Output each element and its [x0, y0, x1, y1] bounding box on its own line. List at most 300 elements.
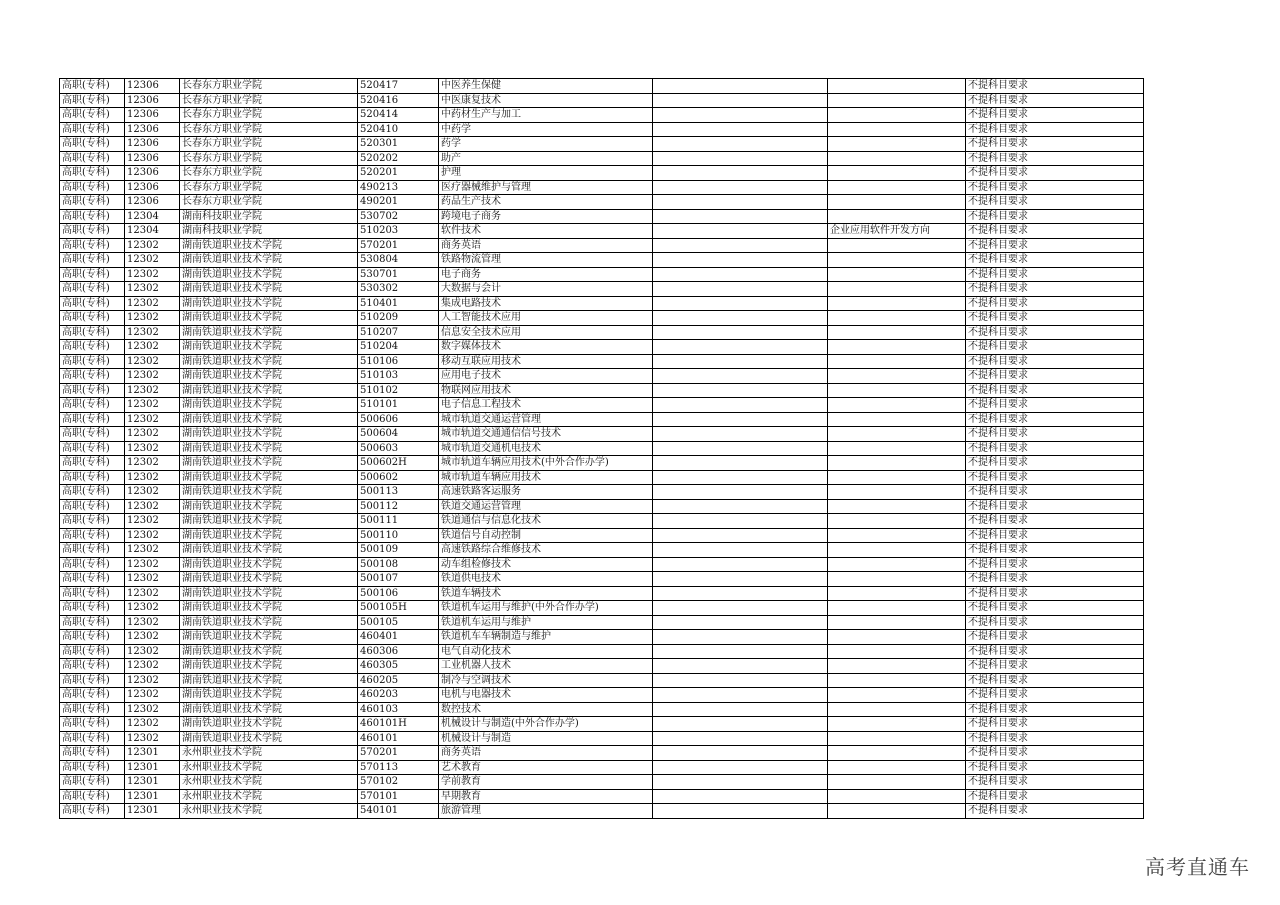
table-row: [60, 514, 1144, 529]
level-cell: 高职(专科): [60, 775, 125, 790]
level-cell: 高职(专科): [60, 195, 125, 210]
level-cell: 高职(专科): [60, 572, 125, 587]
major-name-cell: 数控技术: [439, 702, 653, 717]
major-name-cell: 商务英语: [439, 238, 653, 253]
note-cell: [653, 383, 828, 398]
major-code-cell: 520410: [358, 122, 439, 137]
requirement-cell: 不提科目要求: [966, 572, 1144, 587]
direction-cell: [828, 151, 966, 166]
major-name-cell: 电子商务: [439, 267, 653, 282]
direction-cell: [828, 122, 966, 137]
level-cell: 高职(专科): [60, 470, 125, 485]
school-code-cell: 12302: [125, 731, 180, 746]
school-name-cell: 湖南铁道职业技术学院: [180, 601, 358, 616]
major-name-cell: 医疗器械维护与管理: [439, 180, 653, 195]
note-cell: [653, 311, 828, 326]
direction-cell: [828, 789, 966, 804]
table-row: [60, 93, 1144, 108]
major-code-cell: 500107: [358, 572, 439, 587]
major-code-cell: 500603: [358, 441, 439, 456]
level-cell: 高职(专科): [60, 514, 125, 529]
requirement-cell: 不提科目要求: [966, 180, 1144, 195]
level-cell: 高职(专科): [60, 644, 125, 659]
table-row: [60, 688, 1144, 703]
major-name-cell: 城市轨道交通运营管理: [439, 412, 653, 427]
table-row: [60, 470, 1144, 485]
note-cell: [653, 151, 828, 166]
direction-cell: [828, 267, 966, 282]
major-code-cell: 520301: [358, 137, 439, 152]
level-cell: 高职(专科): [60, 79, 125, 94]
requirement-cell: 不提科目要求: [966, 456, 1144, 471]
major-code-cell: 570201: [358, 746, 439, 761]
major-name-cell: 药学: [439, 137, 653, 152]
major-name-cell: 艺术教育: [439, 760, 653, 775]
school-name-cell: 永州职业技术学院: [180, 775, 358, 790]
table-body: [60, 79, 1144, 819]
school-code-cell: 12302: [125, 514, 180, 529]
requirement-cell: 不提科目要求: [966, 789, 1144, 804]
level-cell: 高职(专科): [60, 485, 125, 500]
note-cell: [653, 224, 828, 239]
school-code-cell: 12302: [125, 702, 180, 717]
table-row: [60, 659, 1144, 674]
major-name-cell: 早期教育: [439, 789, 653, 804]
requirement-cell: 不提科目要求: [966, 615, 1144, 630]
major-code-cell: 570102: [358, 775, 439, 790]
major-name-cell: 大数据与会计: [439, 282, 653, 297]
direction-cell: [828, 166, 966, 181]
school-name-cell: 湖南铁道职业技术学院: [180, 731, 358, 746]
table-row: [60, 122, 1144, 137]
school-name-cell: 湖南铁道职业技术学院: [180, 470, 358, 485]
school-name-cell: 湖南铁道职业技术学院: [180, 543, 358, 558]
school-name-cell: 永州职业技术学院: [180, 760, 358, 775]
direction-cell: [828, 557, 966, 572]
note-cell: [653, 514, 828, 529]
school-code-cell: 12301: [125, 760, 180, 775]
school-name-cell: 湖南铁道职业技术学院: [180, 702, 358, 717]
requirement-cell: 不提科目要求: [966, 746, 1144, 761]
level-cell: 高职(专科): [60, 557, 125, 572]
requirement-cell: 不提科目要求: [966, 340, 1144, 355]
requirement-cell: 不提科目要求: [966, 253, 1144, 268]
school-code-cell: 12306: [125, 180, 180, 195]
note-cell: [653, 398, 828, 413]
table-row: [60, 731, 1144, 746]
school-code-cell: 12301: [125, 789, 180, 804]
requirement-cell: 不提科目要求: [966, 412, 1144, 427]
major-code-cell: 500105: [358, 615, 439, 630]
major-name-cell: 电子信息工程技术: [439, 398, 653, 413]
major-code-cell: 520202: [358, 151, 439, 166]
school-code-cell: 12302: [125, 470, 180, 485]
school-name-cell: 湖南铁道职业技术学院: [180, 325, 358, 340]
note-cell: [653, 659, 828, 674]
major-name-cell: 中医养生保健: [439, 79, 653, 94]
school-code-cell: 12302: [125, 557, 180, 572]
direction-cell: [828, 746, 966, 761]
direction-cell: [828, 195, 966, 210]
table-row: [60, 572, 1144, 587]
direction-cell: [828, 630, 966, 645]
major-name-cell: 工业机器人技术: [439, 659, 653, 674]
major-code-cell: 510207: [358, 325, 439, 340]
school-name-cell: 湖南铁道职业技术学院: [180, 514, 358, 529]
direction-cell: [828, 209, 966, 224]
major-name-cell: 护理: [439, 166, 653, 181]
requirement-cell: 不提科目要求: [966, 586, 1144, 601]
table-row: [60, 282, 1144, 297]
school-code-cell: 12304: [125, 209, 180, 224]
note-cell: [653, 427, 828, 442]
table-row: [60, 789, 1144, 804]
level-cell: 高职(专科): [60, 804, 125, 819]
note-cell: [653, 543, 828, 558]
table-row: [60, 369, 1144, 384]
school-name-cell: 湖南科技职业学院: [180, 224, 358, 239]
school-code-cell: 12302: [125, 630, 180, 645]
major-code-cell: 530702: [358, 209, 439, 224]
major-code-cell: 530701: [358, 267, 439, 282]
note-cell: [653, 412, 828, 427]
major-name-cell: 城市轨道车辆应用技术(中外合作办学): [439, 456, 653, 471]
direction-cell: [828, 311, 966, 326]
note-cell: [653, 166, 828, 181]
table-row: [60, 601, 1144, 616]
requirement-cell: 不提科目要求: [966, 427, 1144, 442]
major-code-cell: 460205: [358, 673, 439, 688]
school-code-cell: 12302: [125, 383, 180, 398]
major-code-cell: 460306: [358, 644, 439, 659]
major-code-cell: 500602H: [358, 456, 439, 471]
major-name-cell: 动车组检修技术: [439, 557, 653, 572]
school-code-cell: 12306: [125, 151, 180, 166]
school-name-cell: 湖南铁道职业技术学院: [180, 717, 358, 732]
level-cell: 高职(专科): [60, 528, 125, 543]
direction-cell: 企业应用软件开发方向: [828, 224, 966, 239]
major-code-cell: 500604: [358, 427, 439, 442]
direction-cell: [828, 659, 966, 674]
school-code-cell: 12302: [125, 340, 180, 355]
requirement-cell: 不提科目要求: [966, 79, 1144, 94]
direction-cell: [828, 253, 966, 268]
major-name-cell: 学前教育: [439, 775, 653, 790]
requirement-cell: 不提科目要求: [966, 601, 1144, 616]
level-cell: 高职(专科): [60, 601, 125, 616]
major-code-cell: 460401: [358, 630, 439, 645]
major-code-cell: 510103: [358, 369, 439, 384]
major-name-cell: 机械设计与制造: [439, 731, 653, 746]
table-row: [60, 746, 1144, 761]
note-cell: [653, 354, 828, 369]
school-code-cell: 12306: [125, 137, 180, 152]
requirement-cell: 不提科目要求: [966, 644, 1144, 659]
major-code-cell: 500110: [358, 528, 439, 543]
school-code-cell: 12302: [125, 543, 180, 558]
school-name-cell: 湖南铁道职业技术学院: [180, 673, 358, 688]
direction-cell: [828, 499, 966, 514]
major-code-cell: 490213: [358, 180, 439, 195]
requirement-cell: 不提科目要求: [966, 775, 1144, 790]
note-cell: [653, 325, 828, 340]
note-cell: [653, 557, 828, 572]
major-name-cell: 城市轨道交通通信信号技术: [439, 427, 653, 442]
direction-cell: [828, 427, 966, 442]
requirement-cell: 不提科目要求: [966, 717, 1144, 732]
level-cell: 高职(专科): [60, 688, 125, 703]
major-code-cell: 500105H: [358, 601, 439, 616]
major-name-cell: 高速铁路客运服务: [439, 485, 653, 500]
school-code-cell: 12302: [125, 296, 180, 311]
direction-cell: [828, 586, 966, 601]
table-row: [60, 615, 1144, 630]
major-name-cell: 电气自动化技术: [439, 644, 653, 659]
major-code-cell: 510209: [358, 311, 439, 326]
direction-cell: [828, 673, 966, 688]
school-name-cell: 湖南铁道职业技术学院: [180, 688, 358, 703]
major-code-cell: 500602: [358, 470, 439, 485]
table-row: [60, 412, 1144, 427]
major-name-cell: 机械设计与制造(中外合作办学): [439, 717, 653, 732]
school-name-cell: 湖南铁道职业技术学院: [180, 485, 358, 500]
direction-cell: [828, 282, 966, 297]
level-cell: 高职(专科): [60, 296, 125, 311]
table-row: [60, 108, 1144, 123]
requirement-cell: 不提科目要求: [966, 122, 1144, 137]
direction-cell: [828, 238, 966, 253]
direction-cell: [828, 528, 966, 543]
table-row: [60, 79, 1144, 94]
note-cell: [653, 267, 828, 282]
table-row: [60, 195, 1144, 210]
note-cell: [653, 601, 828, 616]
direction-cell: [828, 760, 966, 775]
table-row: [60, 528, 1144, 543]
note-cell: [653, 441, 828, 456]
level-cell: 高职(专科): [60, 543, 125, 558]
direction-cell: [828, 702, 966, 717]
school-name-cell: 长春东方职业学院: [180, 122, 358, 137]
school-code-cell: 12306: [125, 166, 180, 181]
direction-cell: [828, 383, 966, 398]
school-name-cell: 湖南铁道职业技术学院: [180, 412, 358, 427]
requirement-cell: 不提科目要求: [966, 311, 1144, 326]
major-code-cell: 530302: [358, 282, 439, 297]
table-row: [60, 702, 1144, 717]
direction-cell: [828, 644, 966, 659]
table-row: [60, 775, 1144, 790]
major-name-cell: 城市轨道车辆应用技术: [439, 470, 653, 485]
school-name-cell: 湖南铁道职业技术学院: [180, 615, 358, 630]
direction-cell: [828, 412, 966, 427]
school-code-cell: 12302: [125, 311, 180, 326]
school-name-cell: 永州职业技术学院: [180, 804, 358, 819]
major-code-cell: 510101: [358, 398, 439, 413]
requirement-cell: 不提科目要求: [966, 151, 1144, 166]
table-row: [60, 456, 1144, 471]
direction-cell: [828, 470, 966, 485]
level-cell: 高职(专科): [60, 238, 125, 253]
table-row: [60, 485, 1144, 500]
requirement-cell: 不提科目要求: [966, 760, 1144, 775]
requirement-cell: 不提科目要求: [966, 238, 1144, 253]
level-cell: 高职(专科): [60, 456, 125, 471]
note-cell: [653, 122, 828, 137]
requirement-cell: 不提科目要求: [966, 369, 1144, 384]
school-code-cell: 12302: [125, 644, 180, 659]
major-name-cell: 铁道机车运用与维护(中外合作办学): [439, 601, 653, 616]
table-row: [60, 644, 1144, 659]
requirement-cell: 不提科目要求: [966, 470, 1144, 485]
school-code-cell: 12302: [125, 601, 180, 616]
direction-cell: [828, 688, 966, 703]
major-name-cell: 制冷与空调技术: [439, 673, 653, 688]
level-cell: 高职(专科): [60, 630, 125, 645]
major-name-cell: 信息安全技术应用: [439, 325, 653, 340]
major-name-cell: 中医康复技术: [439, 93, 653, 108]
level-cell: 高职(专科): [60, 166, 125, 181]
requirement-cell: 不提科目要求: [966, 282, 1144, 297]
direction-cell: [828, 296, 966, 311]
school-name-cell: 湖南铁道职业技术学院: [180, 557, 358, 572]
direction-cell: [828, 731, 966, 746]
school-code-cell: 12302: [125, 586, 180, 601]
school-name-cell: 长春东方职业学院: [180, 93, 358, 108]
note-cell: [653, 746, 828, 761]
table-row: [60, 267, 1144, 282]
watermark-text: 高考直通车: [1145, 855, 1250, 879]
table-row: [60, 398, 1144, 413]
table-row: [60, 804, 1144, 819]
direction-cell: [828, 441, 966, 456]
level-cell: 高职(专科): [60, 369, 125, 384]
major-code-cell: 520414: [358, 108, 439, 123]
direction-cell: [828, 717, 966, 732]
school-name-cell: 湖南铁道职业技术学院: [180, 296, 358, 311]
table-row: [60, 180, 1144, 195]
major-code-cell: 520201: [358, 166, 439, 181]
school-code-cell: 12302: [125, 441, 180, 456]
data-table: [59, 78, 1144, 819]
major-name-cell: 跨境电子商务: [439, 209, 653, 224]
school-name-cell: 湖南铁道职业技术学院: [180, 586, 358, 601]
school-code-cell: 12302: [125, 427, 180, 442]
note-cell: [653, 253, 828, 268]
direction-cell: [828, 456, 966, 471]
requirement-cell: 不提科目要求: [966, 630, 1144, 645]
requirement-cell: 不提科目要求: [966, 485, 1144, 500]
level-cell: 高职(专科): [60, 209, 125, 224]
school-code-cell: 12306: [125, 108, 180, 123]
major-name-cell: 移动互联应用技术: [439, 354, 653, 369]
school-name-cell: 湖南铁道职业技术学院: [180, 441, 358, 456]
note-cell: [653, 108, 828, 123]
level-cell: 高职(专科): [60, 789, 125, 804]
requirement-cell: 不提科目要求: [966, 267, 1144, 282]
major-code-cell: 500606: [358, 412, 439, 427]
direction-cell: [828, 93, 966, 108]
school-name-cell: 湖南铁道职业技术学院: [180, 340, 358, 355]
school-code-cell: 12302: [125, 528, 180, 543]
school-name-cell: 湖南铁道职业技术学院: [180, 398, 358, 413]
note-cell: [653, 731, 828, 746]
major-name-cell: 中药学: [439, 122, 653, 137]
major-code-cell: 500109: [358, 543, 439, 558]
major-name-cell: 旅游管理: [439, 804, 653, 819]
major-code-cell: 460203: [358, 688, 439, 703]
direction-cell: [828, 108, 966, 123]
table-row: [60, 673, 1144, 688]
note-cell: [653, 760, 828, 775]
level-cell: 高职(专科): [60, 427, 125, 442]
level-cell: 高职(专科): [60, 615, 125, 630]
school-code-cell: 12302: [125, 325, 180, 340]
major-name-cell: 药品生产技术: [439, 195, 653, 210]
school-code-cell: 12304: [125, 224, 180, 239]
level-cell: 高职(专科): [60, 137, 125, 152]
level-cell: 高职(专科): [60, 398, 125, 413]
note-cell: [653, 238, 828, 253]
major-name-cell: 高速铁路综合维修技术: [439, 543, 653, 558]
school-code-cell: 12302: [125, 485, 180, 500]
direction-cell: [828, 615, 966, 630]
requirement-cell: 不提科目要求: [966, 499, 1144, 514]
note-cell: [653, 586, 828, 601]
direction-cell: [828, 354, 966, 369]
level-cell: 高职(专科): [60, 673, 125, 688]
level-cell: 高职(专科): [60, 731, 125, 746]
requirement-cell: 不提科目要求: [966, 528, 1144, 543]
requirement-cell: 不提科目要求: [966, 557, 1144, 572]
school-name-cell: 湖南铁道职业技术学院: [180, 311, 358, 326]
major-name-cell: 商务英语: [439, 746, 653, 761]
school-code-cell: 12302: [125, 456, 180, 471]
note-cell: [653, 717, 828, 732]
school-name-cell: 湖南铁道职业技术学院: [180, 369, 358, 384]
major-code-cell: 500112: [358, 499, 439, 514]
major-name-cell: 铁道信号自动控制: [439, 528, 653, 543]
level-cell: 高职(专科): [60, 311, 125, 326]
note-cell: [653, 804, 828, 819]
major-code-cell: 540101: [358, 804, 439, 819]
school-code-cell: 12306: [125, 122, 180, 137]
requirement-cell: 不提科目要求: [966, 702, 1144, 717]
school-name-cell: 湖南铁道职业技术学院: [180, 282, 358, 297]
major-name-cell: 物联网应用技术: [439, 383, 653, 398]
school-name-cell: 长春东方职业学院: [180, 151, 358, 166]
school-code-cell: 12301: [125, 775, 180, 790]
level-cell: 高职(专科): [60, 108, 125, 123]
table-row: [60, 151, 1144, 166]
school-name-cell: 湖南铁道职业技术学院: [180, 659, 358, 674]
level-cell: 高职(专科): [60, 760, 125, 775]
school-name-cell: 永州职业技术学院: [180, 789, 358, 804]
note-cell: [653, 615, 828, 630]
requirement-cell: 不提科目要求: [966, 296, 1144, 311]
level-cell: 高职(专科): [60, 253, 125, 268]
direction-cell: [828, 180, 966, 195]
major-code-cell: 510102: [358, 383, 439, 398]
requirement-cell: 不提科目要求: [966, 137, 1144, 152]
school-name-cell: 湖南科技职业学院: [180, 209, 358, 224]
note-cell: [653, 137, 828, 152]
major-name-cell: 软件技术: [439, 224, 653, 239]
level-cell: 高职(专科): [60, 746, 125, 761]
note-cell: [653, 209, 828, 224]
note-cell: [653, 499, 828, 514]
requirement-cell: 不提科目要求: [966, 441, 1144, 456]
